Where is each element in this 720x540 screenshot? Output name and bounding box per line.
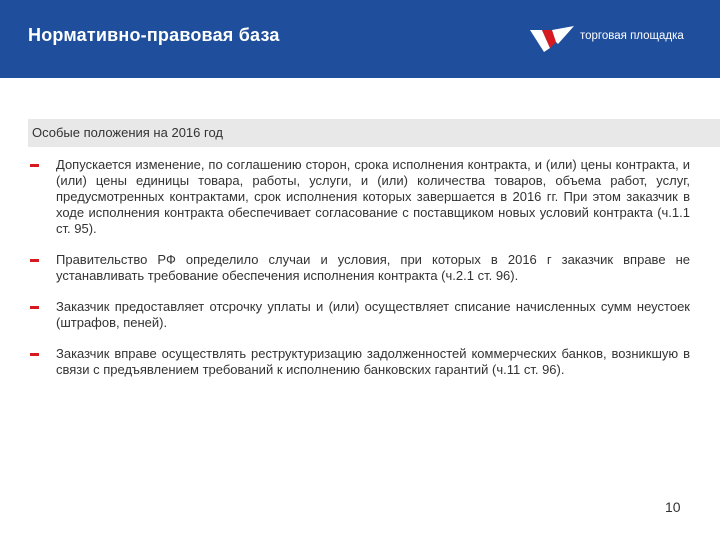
- section-subtitle: Особые положения на 2016 год: [32, 125, 223, 140]
- bullet-marker-icon: [30, 353, 39, 356]
- logo-icon: [528, 22, 576, 58]
- bullet-text: Заказчик предоставляет отсрочку уплаты и (или) осуществляет списание начисленных сумм неустоек (штрафов, пеней).: [56, 299, 690, 330]
- bullet-text: Допускается изменение, по соглашению сторон, срока исполнения контракта, и (или) цены контракта, и (или) цены единицы товара, работы, услуги, и (или) количества товаров, объема работ, услуг, предусмотренных контрактами, срок исполнения которых завершается в 2016 гг. При этом заказчик в ходе исполнения контракта обеспечивает согласование с поставщиком новых условий контракта (ч.1.1 ст. 95).: [56, 157, 690, 236]
- bullet-marker-icon: [30, 306, 39, 309]
- list-item: [28, 252, 690, 284]
- page-number: 10: [665, 499, 681, 515]
- list-item: [28, 299, 690, 331]
- bullet-text: Заказчик вправе осуществлять реструктуризацию задолженностей коммерческих банков, возникшую в связи с предъявлением требований к исполнению банковских гарантий (ч.11 ст. 96).: [56, 346, 690, 377]
- bullet-list: [28, 157, 690, 393]
- bullet-marker-icon: [30, 259, 39, 262]
- logo: [528, 22, 703, 58]
- bullet-marker-icon: [30, 164, 39, 167]
- bullet-text: Правительство РФ определило случаи и условия, при которых в 2016 г заказчик вправе не устанавливать требование обеспечения исполнения контракта (ч.2.1 ст. 96).: [56, 252, 690, 283]
- subtitle-bar: [28, 119, 720, 147]
- list-item: [28, 346, 690, 378]
- list-item: [28, 157, 690, 237]
- page-title: Нормативно-правовая база: [28, 25, 280, 45]
- logo-text: торговая площадка: [580, 30, 684, 42]
- header-bar: [0, 0, 720, 78]
